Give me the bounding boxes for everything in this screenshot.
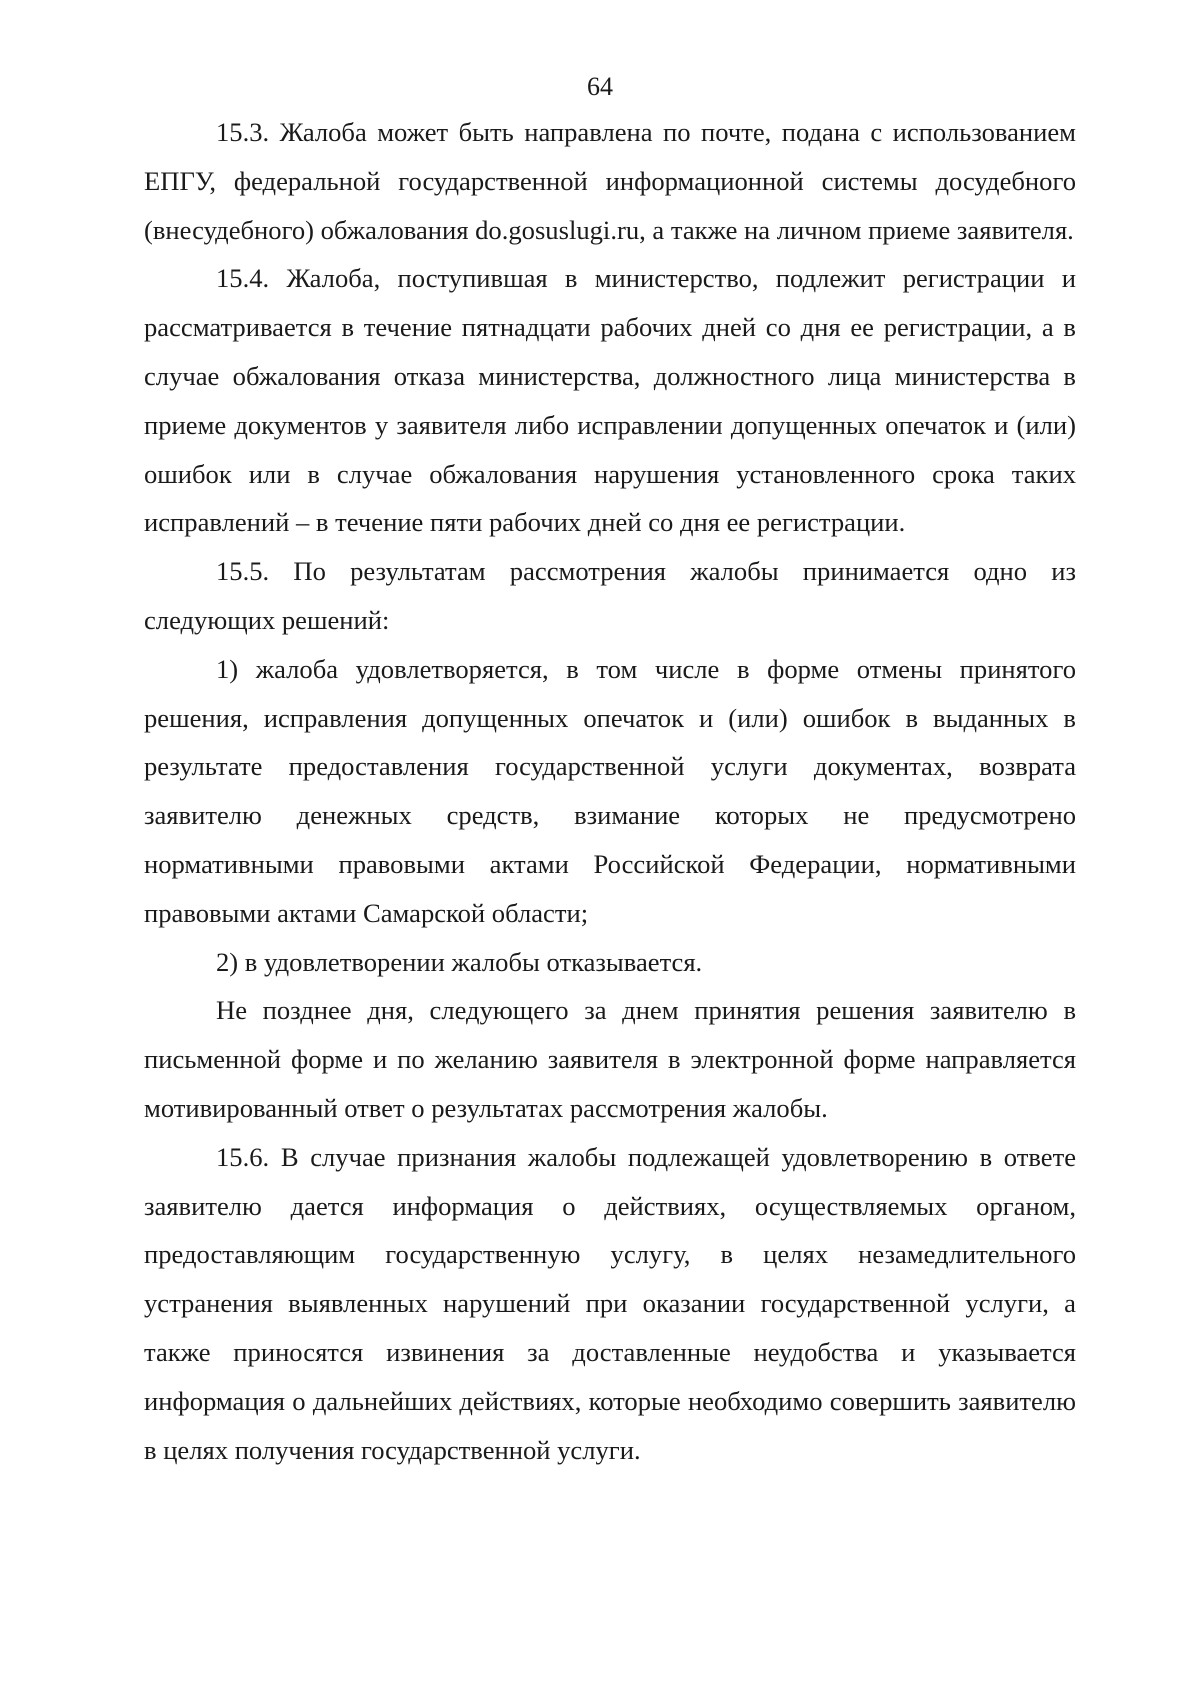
paragraph-15-6: 15.6. В случае признания жалобы подлежащей удовлетворению в ответе заявителю дается информация о действиях, осуществляемых органом, предоставляющим государственную услугу, в целях незамедлительного устранения выявленных нарушений при оказании государственной услуги, а также приносятся извинения за доставленные неудобства и указывается информация о дальнейших действиях, которые необходимо совершить заявителю в целях получения государственной услуги. bbox=[144, 1141, 1076, 1465]
paragraph-15-4: 15.4. Жалоба, поступившая в министерство, подлежит регистрации и рассматривается в течение пятнадцати рабочих дней со дня ее регистрации, а в случае обжалования отказа министерства, должностного лица министерства в приеме документов у заявителя либо исправлении допущенных опечаток и (или) ошибок или в случае обжалования нарушения установленного срока таких исправлений – в течение пяти рабочих дней со дня ее регистрации. bbox=[144, 263, 1076, 538]
paragraph-15-3: 15.3. Жалоба может быть направлена по почте, подана с использованием ЕПГУ, федеральной государственной информационной системы досудебного (внесудебного) обжалования do.gosuslugi.ru, а также на личном приеме заявителя. bbox=[144, 117, 1076, 245]
page-number: 64 bbox=[587, 72, 613, 101]
list-item-1: 1) жалоба удовлетворяется, в том числе в форме отмены принятого решения, исправления допущенных опечаток и (или) ошибок в выданных в результате предоставления государственной услуги документах, возврата заявителю денежных средств, взимание которых не предусмотрено нормативными правовыми актами Российской Федерации, нормативными правовыми актами Самарской области; bbox=[144, 653, 1076, 928]
paragraph-response-deadline: Не позднее дня, следующего за днем принятия решения заявителю в письменной форме и по желанию заявителя в электронной форме направляется мотивированный ответ о результатах рассмотрения жалобы. bbox=[144, 995, 1076, 1123]
list-item-2: 2) в удовлетворении жалобы отказывается. bbox=[216, 946, 703, 977]
document-body bbox=[144, 108, 1076, 1474]
paragraph-15-5: 15.5. По результатам рассмотрения жалобы принимается одно из следующих решений: bbox=[144, 556, 1076, 635]
